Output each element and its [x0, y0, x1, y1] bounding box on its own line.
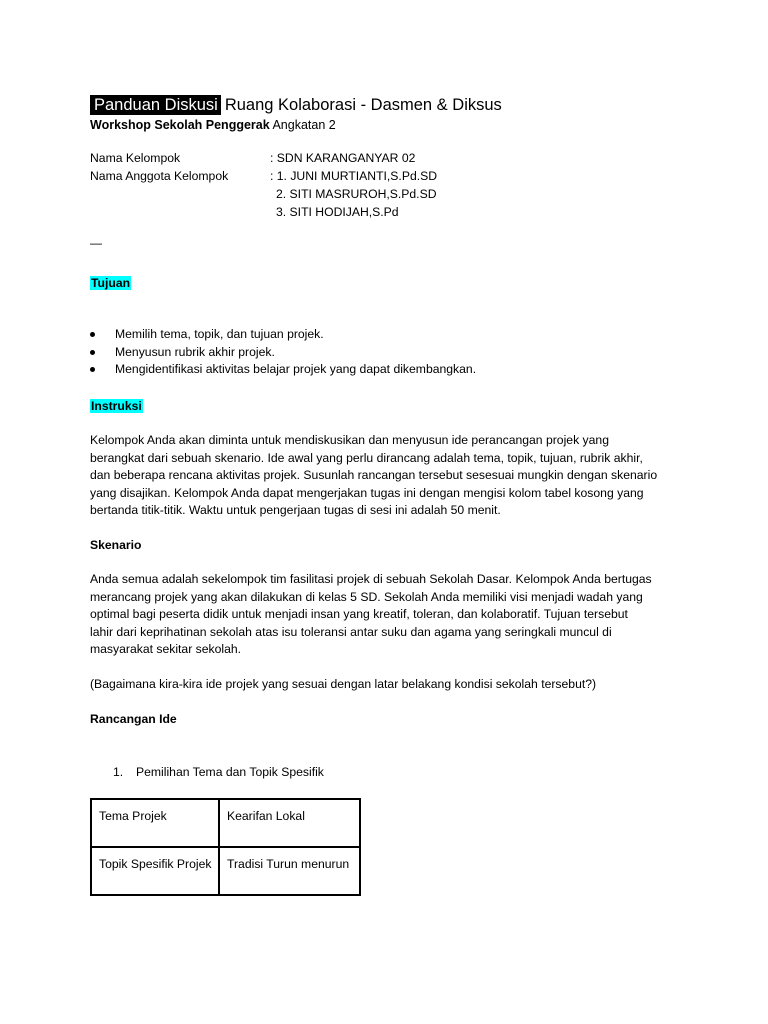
paragraph-line: dan beberapa rencana aktivitas projek. Susunlah rancangan tersebut sesesuai mungkin dengan skenario: [90, 468, 658, 482]
skenario-heading: Skenario: [90, 538, 142, 552]
table-cell[interactable]: Kearifan Lokal: [219, 799, 360, 847]
skenario-question: (Bagaimana kira-kira ide projek yang sesuai dengan latar belakang kondisi sekolah tersebut?): [90, 677, 597, 691]
instruksi-heading-text: Instruksi: [91, 399, 142, 413]
tujuan-item: Menyusun rubrik akhir projek.: [115, 345, 275, 359]
skenario-paragraph: [90, 571, 690, 659]
paragraph-line: Anda semua adalah sekelompok tim fasilitasi projek di sebuah Sekolah Dasar. Kelompok Anda bertugas: [90, 572, 652, 586]
table-cell: Tema Projek: [91, 799, 219, 847]
group-name-value: : SDN KARANGANYAR 02: [270, 151, 416, 165]
tujuan-heading: [90, 274, 131, 292]
bullet-dot: [90, 332, 95, 337]
bullet-dot: [90, 350, 95, 355]
paragraph-line: bertanda titik-titik. Waktu untuk pengerjaan tugas di sesi ini adalah 50 menit.: [90, 503, 501, 517]
group-members-label: Nama Anggota Kelompok: [90, 169, 229, 183]
title-highlight: Panduan Diskusi: [90, 95, 221, 115]
rancangan-item-label: Pemilihan Tema dan Topik Spesifik: [136, 765, 324, 779]
table-row: [91, 847, 360, 895]
tujuan-heading-text: Tujuan: [91, 276, 131, 290]
tujuan-item: Mengidentifikasi aktivitas belajar projek yang dapat dikembangkan.: [115, 362, 477, 376]
paragraph-line: Kelompok Anda akan diminta untuk mendiskusikan dan menyusun ide perancangan projek yang: [90, 433, 609, 447]
rancangan-heading: Rancangan Ide: [90, 712, 177, 726]
table-row: [91, 799, 360, 847]
subtitle-rest: Angkatan 2: [269, 118, 336, 132]
paragraph-line: merancang projek yang akan dilakukan di kelas 5 SD. Sekolah Anda memiliki visi menjadi wadah yang: [90, 589, 643, 604]
bullet-dot: [90, 367, 95, 372]
group-member-3: 3. SITI HODIJAH,S.Pd: [276, 205, 399, 219]
paragraph-line: berangkat dari sebuah skenario. Ide awal yang perlu dirancang adalah tema, topik, tujuan, rubrik akhir,: [90, 450, 643, 465]
instruksi-paragraph: [90, 432, 690, 520]
table-cell[interactable]: Tradisi Turun menurun: [219, 847, 360, 895]
paragraph-line: optimal bagi peserta didik untuk menjadi insan yang kreatif, toleran, dan kolaboratif. Tujuan tersebut: [90, 607, 628, 621]
document-subtitle: [90, 116, 336, 134]
group-member-1: : 1. JUNI MURTIANTI,S.Pd.SD: [270, 169, 438, 183]
list-number: 1.: [113, 765, 124, 779]
table-cell: Topik Spesifik Projek: [91, 847, 219, 895]
separator: —: [90, 236, 102, 250]
group-member-2: 2. SITI MASRUROH,S.Pd.SD: [276, 187, 437, 201]
paragraph-line: lahir dari keprihatinan sekolah atas isu toleransi antar suku dan agama yang seringkali muncul di: [90, 624, 612, 639]
subtitle-bold: Workshop Sekolah Penggerak: [90, 118, 270, 132]
group-name-label: Nama Kelompok: [90, 151, 181, 165]
document-title: [90, 94, 502, 116]
tema-topik-table: [90, 798, 361, 896]
paragraph-line: yang disajikan. Kelompok Anda dapat mengerjakan tugas ini dengan mengisi kolom tabel kosong yang: [90, 485, 644, 500]
paragraph-line: masyarakat sekitar sekolah.: [90, 642, 242, 656]
tujuan-item: Memilih tema, topik, dan tujuan projek.: [115, 327, 324, 341]
title-rest: Ruang Kolaborasi - Dasmen & Diksus: [224, 96, 502, 114]
instruksi-heading: [90, 397, 143, 415]
